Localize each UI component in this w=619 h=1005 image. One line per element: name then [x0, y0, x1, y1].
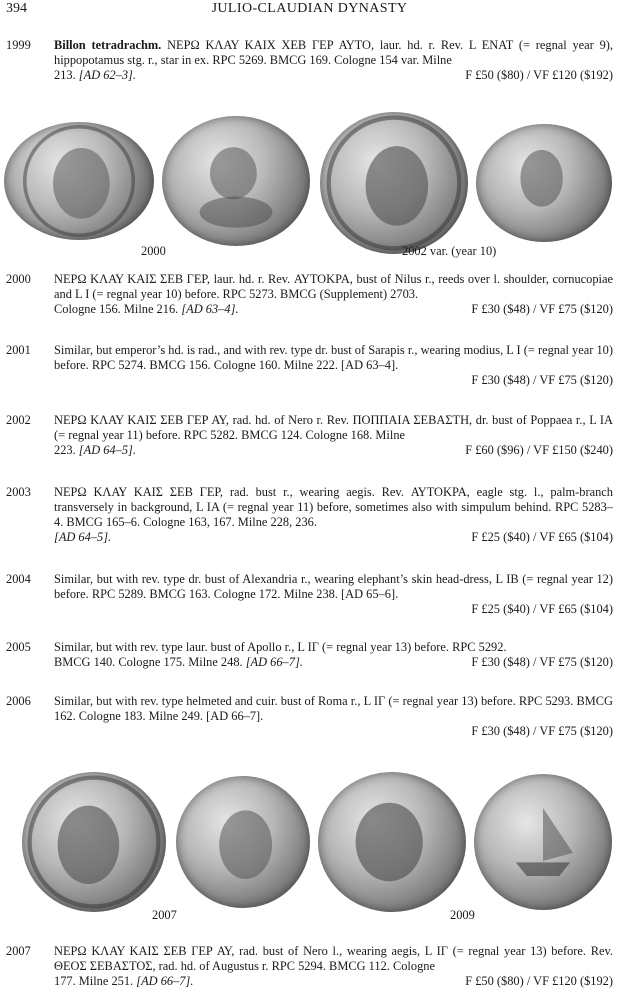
entry-date: [AD 66–7]. — [245, 655, 303, 669]
coin-reverse-image — [176, 776, 310, 908]
entry-text: Similar, but with rev. type laur. bust of Apollo r., L IΓ (= regnal year 13) before. RPC 5292. — [54, 640, 507, 654]
entry-text: ΝΕΡΩ ΚΛΑΥ ΚΑΙΣ ΣΕΒ ΓΕΡ, rad. bust r., wearing aegis. Rev. ΑΥΤΟΚΡΑ, eagle stg. l., palm-branch transversely in background, L IA (= regnal year 11) before, sometimes also with simpulum behind. RPC 5283–4. BMCG 165–6. Cologne 163, 167. Milne 228, 236. — [54, 485, 613, 529]
entry-number: 2007 — [6, 944, 31, 958]
coin-reverse-image — [474, 774, 612, 910]
entry-number: 1999 — [6, 38, 31, 52]
coin-reverse-image — [162, 116, 310, 246]
entry-text-end: 213. — [54, 68, 76, 82]
entry-price: F £30 ($48) / VF £75 ($120) — [471, 302, 613, 316]
coin-obverse-image — [22, 772, 166, 912]
catalog-entry-2007 — [6, 944, 613, 989]
entry-text: Similar, but with rev. type dr. bust of Alexandria r., wearing elephant’s skin head-dress, L IB (= regnal year 12) before. RPC 5289. BMCG 163. Cologne 172. Milne 238. [AD 65–6]. — [54, 572, 613, 601]
coin-obverse-image — [320, 112, 468, 254]
catalog-entry-1999 — [6, 38, 613, 83]
entry-number: 2001 — [6, 343, 31, 357]
entry-price: F £25 ($40) / VF £65 ($104) — [471, 530, 613, 544]
entry-text: ΝΕΡΩ ΚΛΑΥ ΚΑΙΣ ΣΕΒ ΓΕΡ, laur. hd. r. Rev. ΑΥΤΟΚΡΑ, bust of Nilus r., reeds over l. shoulder, cornucopiae and L I (= regnal year 10) before. RPC 5273. BMCG (Supplement) 2703. — [54, 272, 613, 301]
entry-date: [AD 62–3]. — [78, 68, 136, 82]
page-number: 394 — [6, 1, 27, 16]
entry-text: Similar, but with rev. type helmeted and cuir. bust of Roma r., L IΓ (= regnal year 13) before. RPC 5293. BMCG 162. Cologne 183. Milne 249. [AD 66–7]. — [54, 694, 613, 723]
entry-text: ΝΕΡΩ ΚΛΑΥ ΚΑΙΧ ΧΕΒ ΓΕΡ ΑΥΤΟ, laur. hd. r. Rev. L ENAT (= regnal year 9), hippopotamus stg. r., star in ex. RPC 5269. BMCG 169. Cologne 154 var. Milne — [54, 38, 613, 67]
entry-date: [AD 64–5]. — [54, 530, 112, 544]
catalog-entry-2003 — [6, 485, 613, 545]
entry-number: 2005 — [6, 640, 31, 654]
coin-reverse-image — [476, 124, 612, 242]
entry-text: ΝΕΡΩ ΚΛΑΥ ΚΑΙΣ ΣΕΒ ΓΕΡ ΑΥ, rad. hd. of Nero r. Rev. ΠΟΠΠΑΙΑ ΣΕΒΑΣΤΗ, dr. bust of Poppaea r., L IA (= regnal year 11) before. RPC 5282. BMCG 124. Cologne 168. Milne — [54, 413, 613, 442]
page-header — [6, 0, 613, 20]
coin-obverse-image — [318, 772, 466, 912]
entry-text-end: 223. — [54, 443, 76, 457]
running-title: JULIO-CLAUDIAN DYNASTY — [211, 1, 408, 16]
catalog-entry-2005 — [6, 640, 613, 670]
entry-text-end: Cologne 156. Milne 216. — [54, 302, 179, 316]
entry-text-end: BMCG 140. Cologne 175. Milne 248. — [54, 655, 243, 669]
entry-price: F £50 ($80) / VF £120 ($192) — [465, 68, 613, 82]
entry-date: [AD 66–7]. — [136, 974, 194, 988]
coin-plate-row-1 — [0, 108, 619, 258]
plate-caption: 2000 — [141, 244, 166, 258]
plate-caption: 2007 — [152, 908, 177, 922]
entry-text: Similar, but emperor’s hd. is rad., and with rev. type dr. bust of Sarapis r., wearing modius, L I (= regnal year 10) before. RPC 5274. BMCG 156. Cologne 160. Milne 222. [AD 63–4]. — [54, 343, 613, 372]
entry-number: 2006 — [6, 694, 31, 708]
entry-price: F £25 ($40) / VF £65 ($104) — [471, 602, 613, 616]
entry-number: 2002 — [6, 413, 31, 427]
catalog-entry-2002 — [6, 413, 613, 458]
entry-price: F £50 ($80) / VF £120 ($192) — [465, 974, 613, 988]
entry-text: ΝΕΡΩ ΚΛΑΥ ΚΑΙΣ ΣΕΒ ΓΕΡ ΑΥ, rad. bust of Nero l., wearing aegis, L IΓ (= regnal year 13) before. Rev. ΘΕΟΣ ΣΕΒΑΣΤΟΣ, rad. hd. of Augustus r. RPC 5294. BMCG 112. Cologne — [54, 944, 613, 973]
entry-date: [AD 64–5]. — [78, 443, 136, 457]
plate-caption: 2009 — [450, 908, 475, 922]
entry-number: 2004 — [6, 572, 31, 586]
entry-price: F £30 ($48) / VF £75 ($120) — [471, 373, 613, 387]
entry-date: [AD 63–4]. — [181, 302, 239, 316]
entry-price: F £30 ($48) / VF £75 ($120) — [471, 724, 613, 738]
plate-caption: 2002 var. (year 10) — [402, 244, 497, 258]
catalog-entry-2004 — [6, 572, 613, 617]
entry-number: 2000 — [6, 272, 31, 286]
entry-price: F £60 ($96) / VF £150 ($240) — [465, 443, 613, 457]
entry-text-end: 177. Milne 251. — [54, 974, 134, 988]
coin-plate-row-2 — [0, 762, 619, 912]
catalog-entry-2006 — [6, 694, 613, 739]
catalog-entry-2001 — [6, 343, 613, 388]
entry-number: 2003 — [6, 485, 31, 499]
entry-price: F £30 ($48) / VF £75 ($120) — [471, 655, 613, 669]
catalog-entry-2000 — [6, 272, 613, 317]
entry-lead: Billon tetradrachm. — [54, 38, 162, 52]
coin-obverse-image — [4, 122, 154, 240]
